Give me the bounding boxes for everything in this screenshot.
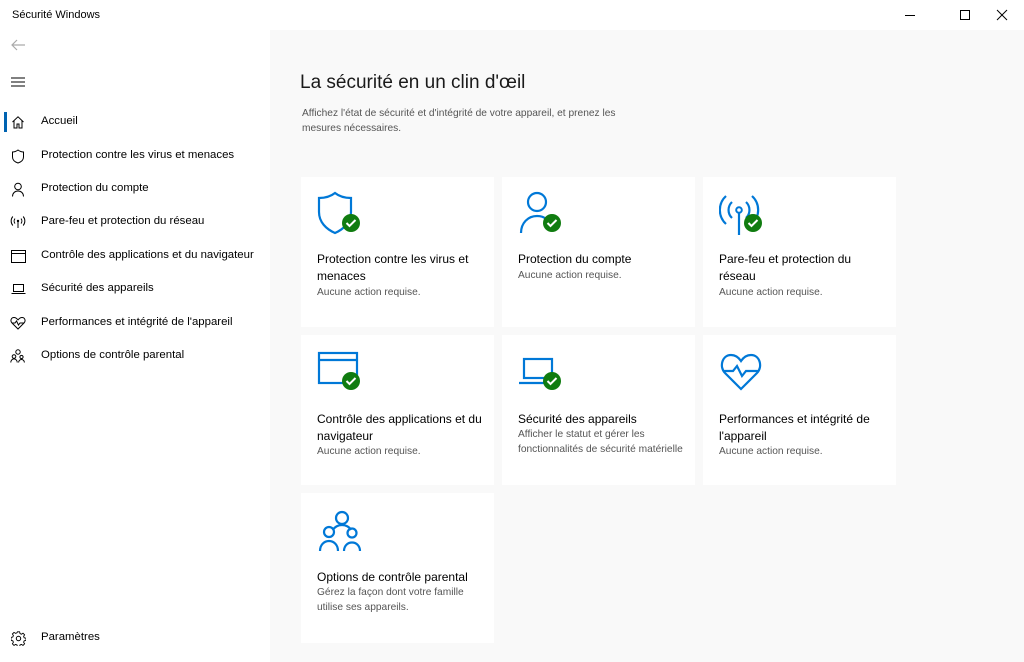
sidebar-item-firewall[interactable]	[0, 207, 270, 237]
card-account-protection[interactable]	[502, 177, 695, 327]
hamburger-icon	[11, 76, 25, 88]
sidebar-item-label: Paramètres	[41, 631, 100, 643]
gear-icon	[10, 630, 26, 646]
shield-check-icon	[317, 191, 367, 237]
card-title: Performances et intégrité de l'appareil	[719, 412, 870, 443]
card-status: Aucune action requise.	[317, 446, 421, 457]
minimize-icon	[904, 9, 916, 21]
back-button[interactable]	[7, 34, 29, 56]
sidebar-item-label: Contrôle des applications et du navigateur	[41, 249, 254, 261]
sidebar-item-device-performance[interactable]	[0, 308, 270, 338]
close-icon	[996, 9, 1008, 21]
card-title: Pare-feu et protection du réseau	[719, 252, 852, 283]
card-device-performance[interactable]	[703, 335, 896, 485]
family-icon	[317, 507, 367, 553]
card-firewall[interactable]	[703, 177, 896, 327]
card-family-options[interactable]	[301, 493, 494, 643]
home-icon	[10, 114, 26, 130]
card-title: Protection contre les virus et menaces	[317, 252, 469, 283]
maximize-icon	[959, 9, 971, 21]
browser-check-icon	[317, 349, 367, 395]
sidebar-item-label: Protection du compte	[41, 182, 149, 194]
sidebar	[0, 30, 270, 662]
card-status: Aucune action requise.	[518, 270, 622, 281]
card-virus-protection[interactable]	[301, 177, 494, 327]
laptop-check-icon	[518, 349, 568, 395]
card-title: Options de contrôle parental	[317, 570, 468, 584]
sidebar-item-label: Performances et intégrité de l'appareil	[41, 316, 233, 328]
sidebar-item-label: Sécurité des appareils	[41, 282, 154, 294]
family-icon	[10, 348, 26, 364]
card-status: Aucune action requise.	[317, 287, 421, 298]
close-button[interactable]	[979, 0, 1024, 30]
menu-button[interactable]	[7, 72, 29, 92]
person-check-icon	[518, 191, 568, 237]
laptop-icon	[10, 281, 26, 297]
page-description: Affichez l'état de sécurité et d'intégrité de votre appareil, et prenez les mesures nécessaires.	[302, 108, 616, 134]
sidebar-item-label: Accueil	[41, 115, 78, 127]
sidebar-item-label: Pare-feu et protection du réseau	[41, 215, 205, 227]
card-title: Contrôle des applications et du navigateur	[317, 412, 482, 443]
card-title: Protection du compte	[518, 252, 632, 266]
minimize-button[interactable]	[887, 0, 933, 30]
antenna-check-icon	[719, 191, 769, 237]
card-device-security[interactable]	[502, 335, 695, 485]
card-app-browser-control[interactable]	[301, 335, 494, 485]
card-title: Sécurité des appareils	[518, 412, 637, 426]
person-icon	[10, 181, 26, 197]
window-title: Sécurité Windows	[12, 9, 101, 21]
browser-window-icon	[10, 248, 26, 264]
main-content	[270, 30, 1024, 662]
sidebar-item-account-protection[interactable]	[0, 174, 270, 204]
back-arrow-icon	[10, 38, 26, 52]
sidebar-item-app-browser-control[interactable]	[0, 241, 270, 271]
active-indicator	[4, 112, 7, 132]
antenna-icon	[10, 214, 26, 230]
card-status: Aucune action requise.	[719, 446, 823, 457]
title-bar	[0, 0, 1024, 30]
sidebar-item-family-options[interactable]	[0, 341, 270, 371]
sidebar-item-virus-protection[interactable]	[0, 141, 270, 171]
sidebar-item-accueil[interactable]	[0, 107, 270, 137]
sidebar-item-label: Options de contrôle parental	[41, 349, 185, 361]
shield-icon	[10, 148, 26, 164]
sidebar-item-label: Protection contre les virus et menaces	[41, 149, 235, 161]
sidebar-item-device-security[interactable]	[0, 274, 270, 304]
heart-pulse-icon	[719, 349, 769, 395]
page-title: La sécurité en un clin d'œil	[300, 72, 526, 93]
card-status: Afficher le statut et gérer les fonctionnalités de sécurité matérielle	[518, 429, 683, 455]
card-status: Gérez la façon dont votre famille utilise ses appareils.	[317, 587, 464, 613]
sidebar-item-settings[interactable]	[0, 623, 270, 653]
card-status: Aucune action requise.	[719, 287, 823, 298]
heart-pulse-icon	[10, 315, 26, 331]
